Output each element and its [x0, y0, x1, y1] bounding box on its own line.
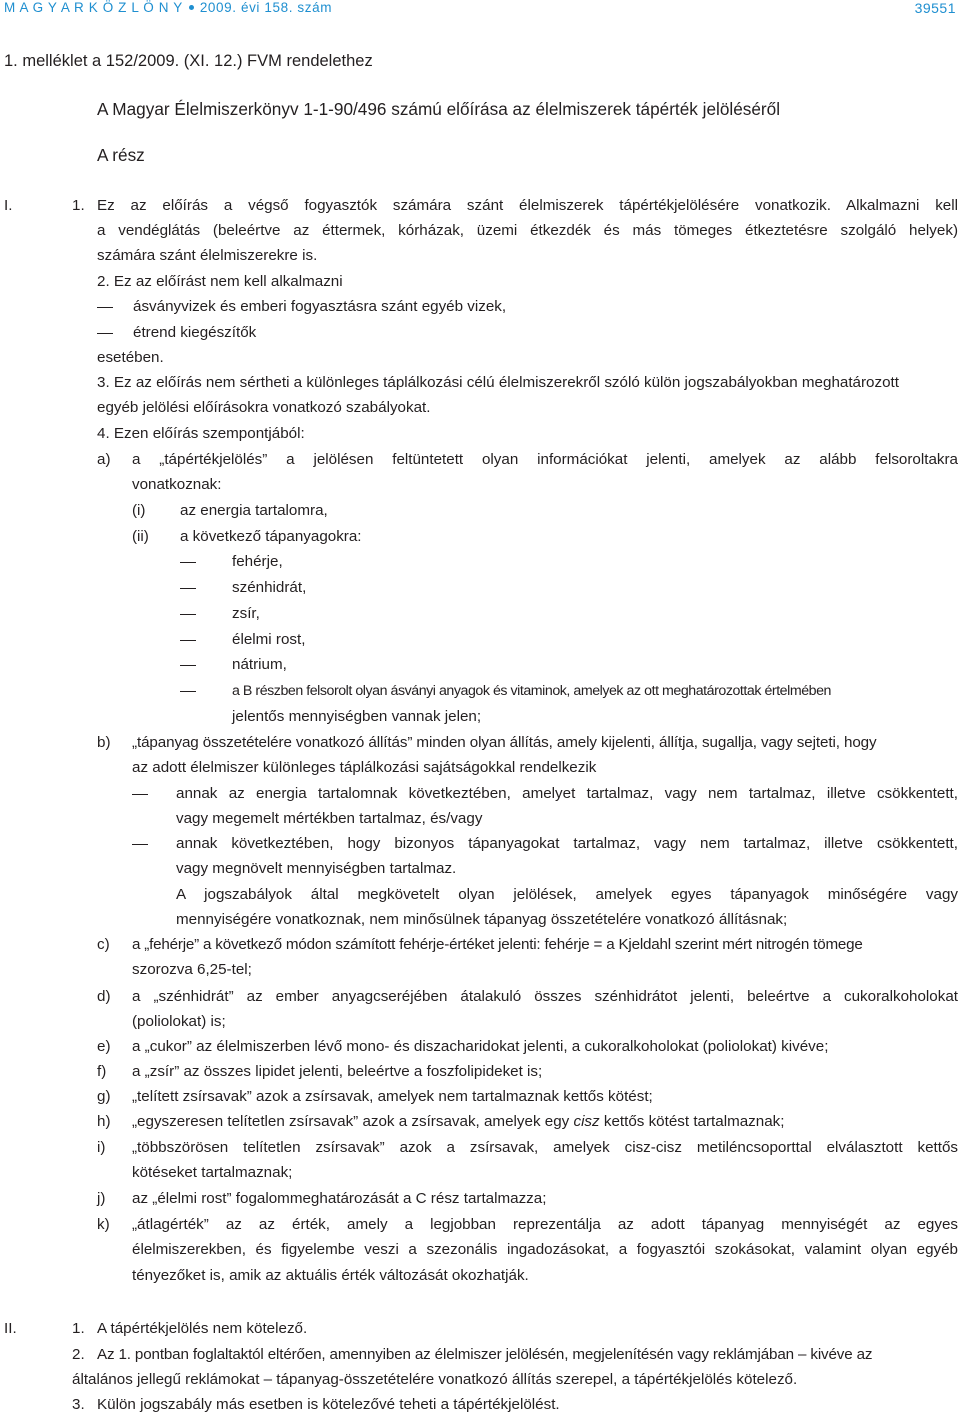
- paragraph-line: a vendéglátás (beleértve az éttermek, kórházak, üzemi étkezdék és más tömeges étkeztetésre szolgáló helyek): [97, 222, 958, 239]
- bullet-dot-icon: [189, 5, 194, 10]
- list-dash: [180, 640, 196, 641]
- item-line: szorozva 6,25-tel;: [132, 961, 252, 978]
- paragraph-line: számára szánt élelmiszerekre is.: [97, 247, 318, 264]
- item-line: a „tápértékjelölés” a jelölésen feltüntetett olyan információkat jelenti, amelyek az alább felsoroltakra: [132, 451, 958, 468]
- item-line: a „cukor” az élelmiszerben lévő mono- és diszacharidokat jelenti, a cukoralkoholokat (poliolokat) kivéve;: [132, 1038, 829, 1055]
- item-line: mennyiségére vonatkoznak, nem minősülnek tápanyag összetételére vonatkozó állításnak;: [176, 911, 788, 928]
- item-label: i): [97, 1139, 106, 1156]
- subitem-label: (ii): [132, 528, 149, 545]
- item-line: vagy megnövelt mennyiségben tartalmaz.: [176, 860, 457, 877]
- item-line: „átlagérték” az az érték, amely a legjobban reprezentálja az adott tápanyag mennyiségét az egyes: [132, 1216, 958, 1233]
- item-line: annak az energia tartalomnak következtében, amelyet tartalmaz, vagy nem tartalmaz, illetve csökkentett,: [176, 785, 958, 802]
- text-run: „egyszeresen telítetlen zsírsavak” azok a zsírsavak, amelyek egy: [132, 1113, 574, 1130]
- issue-number: 2009. évi 158. szám: [199, 0, 333, 15]
- item-line: [132, 1112, 785, 1132]
- item-line: vonatkoznak:: [132, 476, 222, 493]
- paragraph-number: 3.: [72, 1396, 85, 1413]
- list-dash: [180, 588, 196, 589]
- item-label: c): [97, 936, 110, 953]
- nutrient-item: élelmi rost,: [232, 631, 306, 648]
- list-dash: [97, 333, 113, 334]
- paragraph-line: 3. Ez az előírás nem sértheti a különleges táplálkozási célú élelmiszerekről szóló külön jogszabályokban meghatározott: [97, 374, 899, 391]
- paragraph-number: 1.: [72, 197, 85, 214]
- item-line: élelmiszerekben, és figyelembe veszi a szezonális ingadozásokat, a fogyasztói szokásokat, valamint olyan egyéb: [132, 1241, 958, 1258]
- item-line: (poliolokat) is;: [132, 1013, 226, 1030]
- running-header: [4, 0, 332, 18]
- paragraph-line: Külön jogszabály más esetben is kötelezővé teheti a tápértékjelölést.: [97, 1396, 560, 1413]
- nutrient-item: a B részben felsorolt olyan ásványi anyagok és vitaminok, amelyek az ott meghatározottak értelmében: [232, 683, 831, 699]
- list-dash: [180, 562, 196, 563]
- list-dash: [180, 665, 196, 666]
- subitem-text: az energia tartalomra,: [180, 502, 328, 519]
- paragraph-line: esetében.: [97, 349, 164, 366]
- item-label: d): [97, 988, 111, 1005]
- page-number: 39551: [914, 0, 956, 16]
- paragraph-line: általános jellegű reklámokat – tápanyag-összetételére vonatkozó állítás szerepel, a tápértékjelölés kötelező.: [72, 1371, 798, 1388]
- item-line: A jogszabályok által megkövetelt olyan jelölések, amelyek egyes tápanyagok minőségére vagy: [176, 886, 958, 903]
- nutrient-item-cont: jelentős mennyiségben vannak jelen;: [232, 708, 482, 725]
- paragraph-line: egyéb jelölési előírásokra vonatkozó szabályokat.: [97, 399, 431, 416]
- item-line: tényezőket is, amik az aktuális érték változását okozhatják.: [132, 1267, 529, 1284]
- item-line: a „fehérje” a következő módon számított fehérje-értéket jelenti: fehérje = a Kjeldahl szerint mért nitrogén tömege: [132, 936, 863, 953]
- item-line: a „zsír” az összes lipidet jelenti, beleértve a foszfolipideket is;: [132, 1063, 543, 1080]
- paragraph-line: A tápértékjelölés nem kötelező.: [97, 1320, 308, 1337]
- item-line: az „élelmi rost” fogalommeghatározását a C rész tartalmazza;: [132, 1190, 547, 1207]
- part-a-heading: A rész: [97, 145, 145, 165]
- paragraph-number: 2.: [72, 1346, 85, 1363]
- item-line: az adott élelmiszer különleges táplálkozási sajátságokkal rendelkezik: [132, 759, 597, 776]
- list-dash: [180, 691, 196, 692]
- item-line: a „szénhidrát” az ember anyagcseréjében átalakuló összes szénhidrátot jelenti, beleértve a cukoralkoholokat: [132, 988, 958, 1005]
- section-roman-1: I.: [4, 197, 13, 214]
- item-line: „többszörösen telítetlen zsírsavak” azok a zsírsavak, amelyek cisz-cisz metiléncsoporttal elválasztott kettős: [132, 1139, 958, 1156]
- paragraph-line: Ez az előírás a végső fogyasztók számára szánt élelmiszerek tápértékjelölésére vonatkozik. Alkalmazni kell: [97, 197, 958, 214]
- item-line: kötéseket tartalmaznak;: [132, 1164, 293, 1181]
- item-label: h): [97, 1113, 111, 1130]
- list-dash: [132, 794, 148, 795]
- nutrient-item: szénhidrát,: [232, 579, 307, 596]
- item-line: „tápanyag összetételére vonatkozó állítás” minden olyan állítás, amely kijelenti, állítja, sugallja, vagy sejteti, hogy: [132, 734, 877, 751]
- item-line: „telített zsírsavak” azok a zsírsavak, amelyek nem tartalmaznak kettős kötést;: [132, 1088, 653, 1105]
- item-label: b): [97, 734, 111, 751]
- item-label: k): [97, 1216, 110, 1233]
- item-label: a): [97, 451, 111, 468]
- item-label: f): [97, 1063, 107, 1080]
- list-dash: [132, 844, 148, 845]
- item-label: e): [97, 1038, 111, 1055]
- list-item: ásványvizek és emberi fogyasztásra szánt egyéb vizek,: [133, 298, 507, 315]
- nutrient-item: nátrium,: [232, 656, 287, 673]
- nutrient-item: fehérje,: [232, 553, 283, 570]
- italic-term: cisz: [573, 1113, 600, 1130]
- paragraph-line: 4. Ezen előírás szempontjából:: [97, 425, 305, 442]
- item-label: j): [97, 1190, 106, 1207]
- list-dash: [180, 614, 196, 615]
- paragraph-line: Az 1. pontban foglaltaktól eltérően, amennyiben az élelmiszer jelölésén, megjelenítésén vagy reklámjában – kivéve az: [97, 1346, 873, 1363]
- subitem-label: (i): [132, 502, 146, 519]
- document-title: A Magyar Élelmiszerkönyv 1-1-90/496 számú előírása az élelmiszerek tápérték jelöléséről: [97, 99, 781, 119]
- list-item: étrend kiegészítők: [133, 324, 257, 341]
- item-line: vagy megemelt mértékben tartalmaz, és/vagy: [176, 810, 483, 827]
- item-label: g): [97, 1088, 111, 1105]
- nutrient-item: zsír,: [232, 605, 260, 622]
- journal-name: M A G Y A R K Ö Z L Ö N Y: [4, 0, 183, 15]
- text-run: kettős kötést tartalmaznak;: [599, 1113, 785, 1130]
- paragraph-number: 1.: [72, 1320, 85, 1337]
- annex-title: 1. melléklet a 152/2009. (XI. 12.) FVM rendelethez: [4, 52, 373, 70]
- item-line: annak következtében, hogy bizonyos tápanyagokat tartalmaz, vagy nem tartalmaz, illetve csökkentett,: [176, 835, 958, 852]
- section-roman-2: II.: [4, 1320, 17, 1337]
- list-dash: [97, 307, 113, 308]
- paragraph-line: 2. Ez az előírást nem kell alkalmazni: [97, 273, 343, 290]
- subitem-text: a következő tápanyagokra:: [180, 528, 362, 545]
